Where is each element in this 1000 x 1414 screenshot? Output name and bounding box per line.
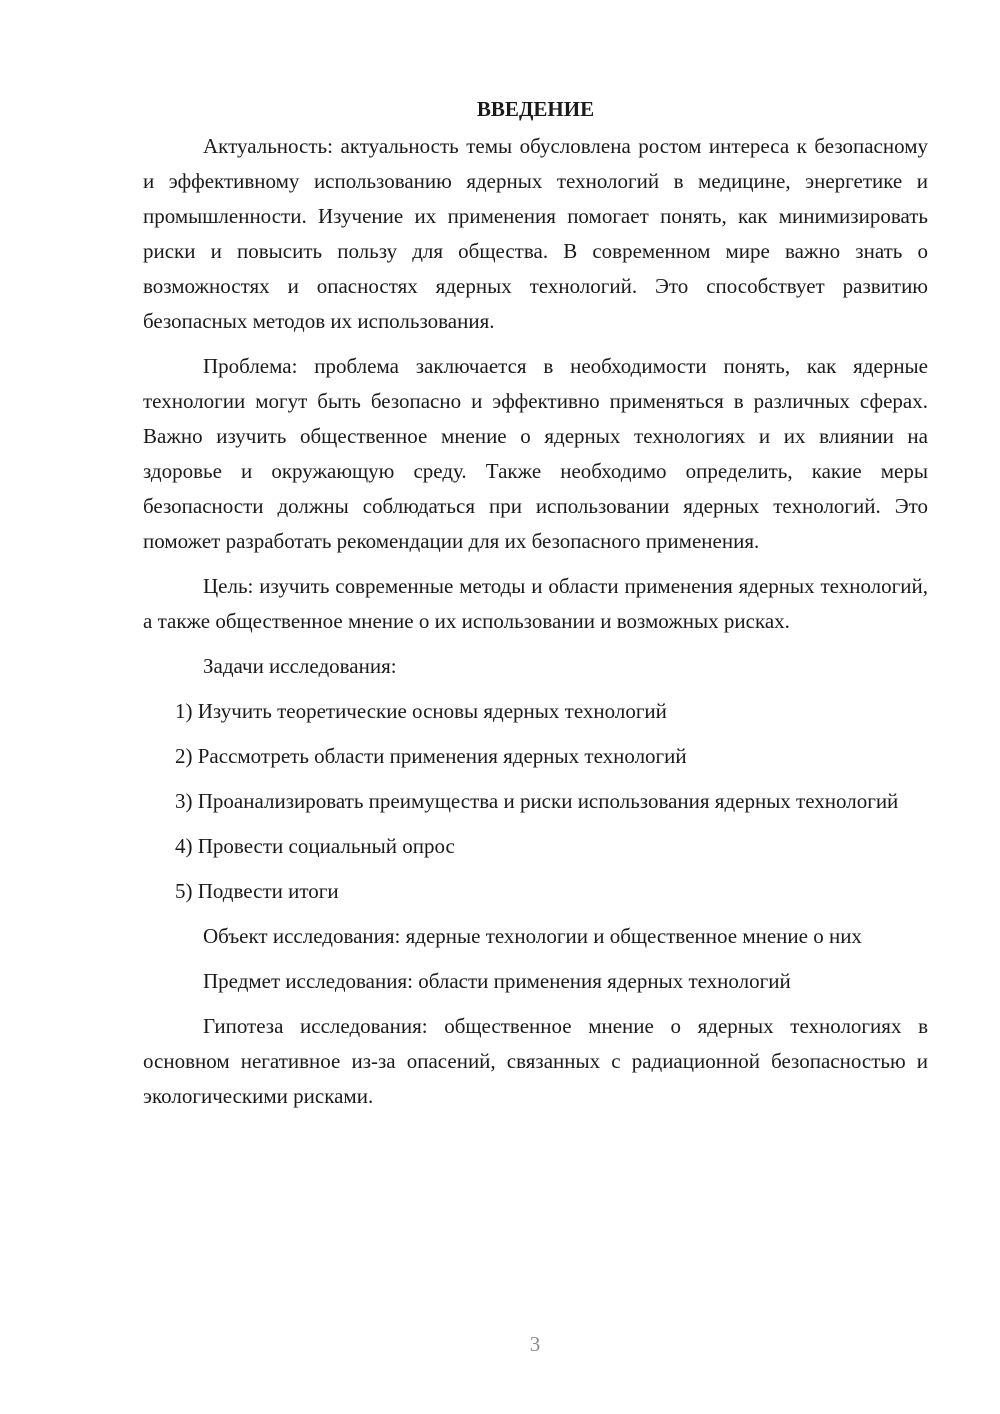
page-number: 3 [529,1332,541,1356]
task-item-2: 2) Рассмотреть области применения ядерных технологий [175,744,687,768]
task-item-3: 3) Проанализировать преимущества и риски использования ядерных технологий [175,789,899,813]
paragraph-problem: Проблема: проблема заключается в необходимости понять, как ядерные технологии могут быть безопасно и эффективно применяться в различных сферах. Важно изучить общественное мнение о ядерных технологиях и их влиянии на здоровье и окружающую среду. Также необходимо определить, какие меры безопасности должны соблюдаться при использовании ядерных технологий. Это поможет разработать рекомендации для их безопасного применения. [143,354,928,553]
paragraph-goal: Цель: изучить современные методы и области применения ядерных технологий, а также общественное мнение о их использовании и возможных рисках. [143,574,928,633]
paragraph-relevance: Актуальность: актуальность темы обусловлена ростом интереса к безопасному и эффективному использованию ядерных технологий в медицине, энергетике и промышленности. Изучение их применения помогает понять, как минимизировать риски и повысить пользу для общества. В современном мире важно знать о возможностях и опасностях ядерных технологий. Это способствует развитию безопасных методов их использования. [143,134,928,333]
document-page [143,92,928,1124]
section-title: ВВЕДЕНИЕ [476,97,595,121]
task-item-5: 5) Подвести итоги [175,879,339,903]
task-item-4: 4) Провести социальный опрос [175,834,455,858]
paragraph-subject: Предмет исследования: области применения ядерных технологий [203,969,791,993]
paragraph-tasks-heading: Задачи исследования: [203,654,397,678]
paragraph-hypothesis: Гипотеза исследования: общественное мнение о ядерных технологиях в основном негативное из-за опасений, связанных с радиационной безопасностью и экологическими рисками. [143,1014,928,1108]
task-item-1: 1) Изучить теоретические основы ядерных технологий [175,699,667,723]
paragraph-object: Объект исследования: ядерные технологии и общественное мнение о них [203,924,862,948]
